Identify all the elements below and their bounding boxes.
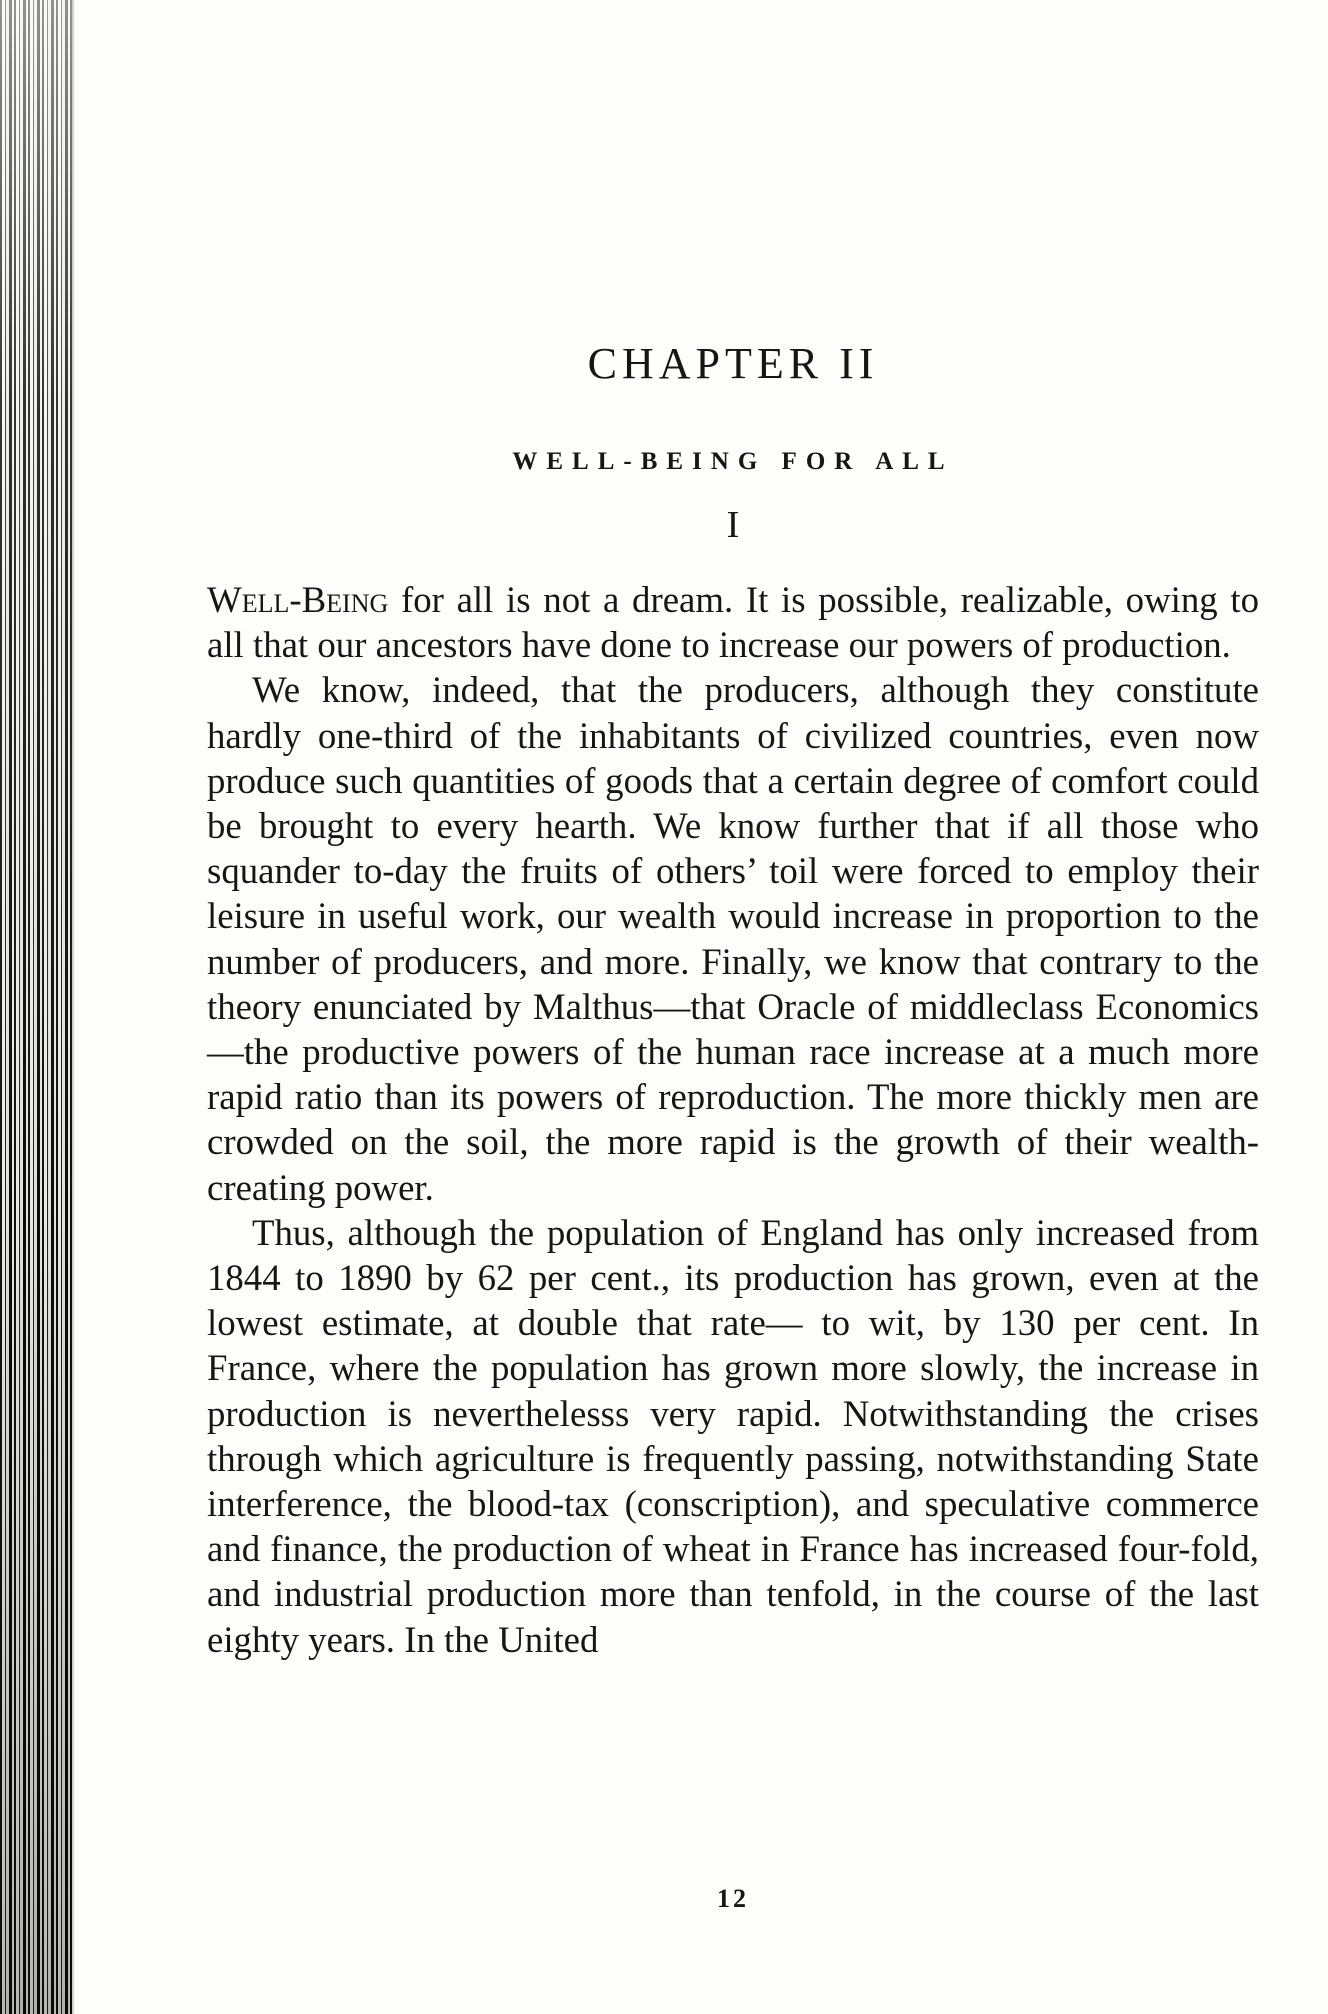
paragraph-lead: Well-Being (207, 579, 389, 620)
paragraph-text: for all is not a dream. It is possible, realizable, owing to all that our ancestors have done to increase our powers of production. (207, 579, 1259, 666)
paragraph: We know, indeed, that the producers, although they constitute hardly one-third of the inhabitants of civilized countries, even now produce such quantities of goods that a certain degree of comfort could be brought to every hearth. We know further that if all those who squander to-day the fruits of others’ toil were forced to employ their leisure in useful work, our wealth would increase in proportion to the number of producers, and more. Finally, we know that contrary to the theory enunciated by Malthus—that Oracle of middleclass Economics—the productive powers of the human race increase at a much more rapid ratio than its powers of reproduction. The more thickly men are crowded on the soil, the more rapid is the growth of their wealth-creating power. (207, 669, 1259, 1208)
binding-shadow (0, 0, 72, 2014)
page-number: 12 (717, 1884, 749, 1913)
paragraph (207, 577, 1259, 667)
chapter-subtitle: WELL-BEING FOR ALL (512, 448, 954, 475)
book-page (207, 0, 1259, 2014)
section-number: I (726, 504, 740, 546)
gutter-shadow (72, 0, 75, 2014)
chapter-body (207, 577, 1259, 1662)
paragraph: Thus, although the population of England has only increased from 1844 to 1890 by 62 per cent., its production has grown, even at the lowest estimate, at double that rate— to wit, by 130 per cent. In France, where the population has grown more slowly, the increase in production is neverthelesss very rapid. Notwithstanding the crises through which agriculture is frequently passing, notwithstanding State interference, the blood-tax (conscription), and speculative commerce and finance, the production of wheat in France has increased four-fold, and industrial production more than tenfold, in the course of the last eighty years. In the United (207, 1211, 1259, 1660)
chapter-title: CHAPTER II (587, 339, 879, 388)
